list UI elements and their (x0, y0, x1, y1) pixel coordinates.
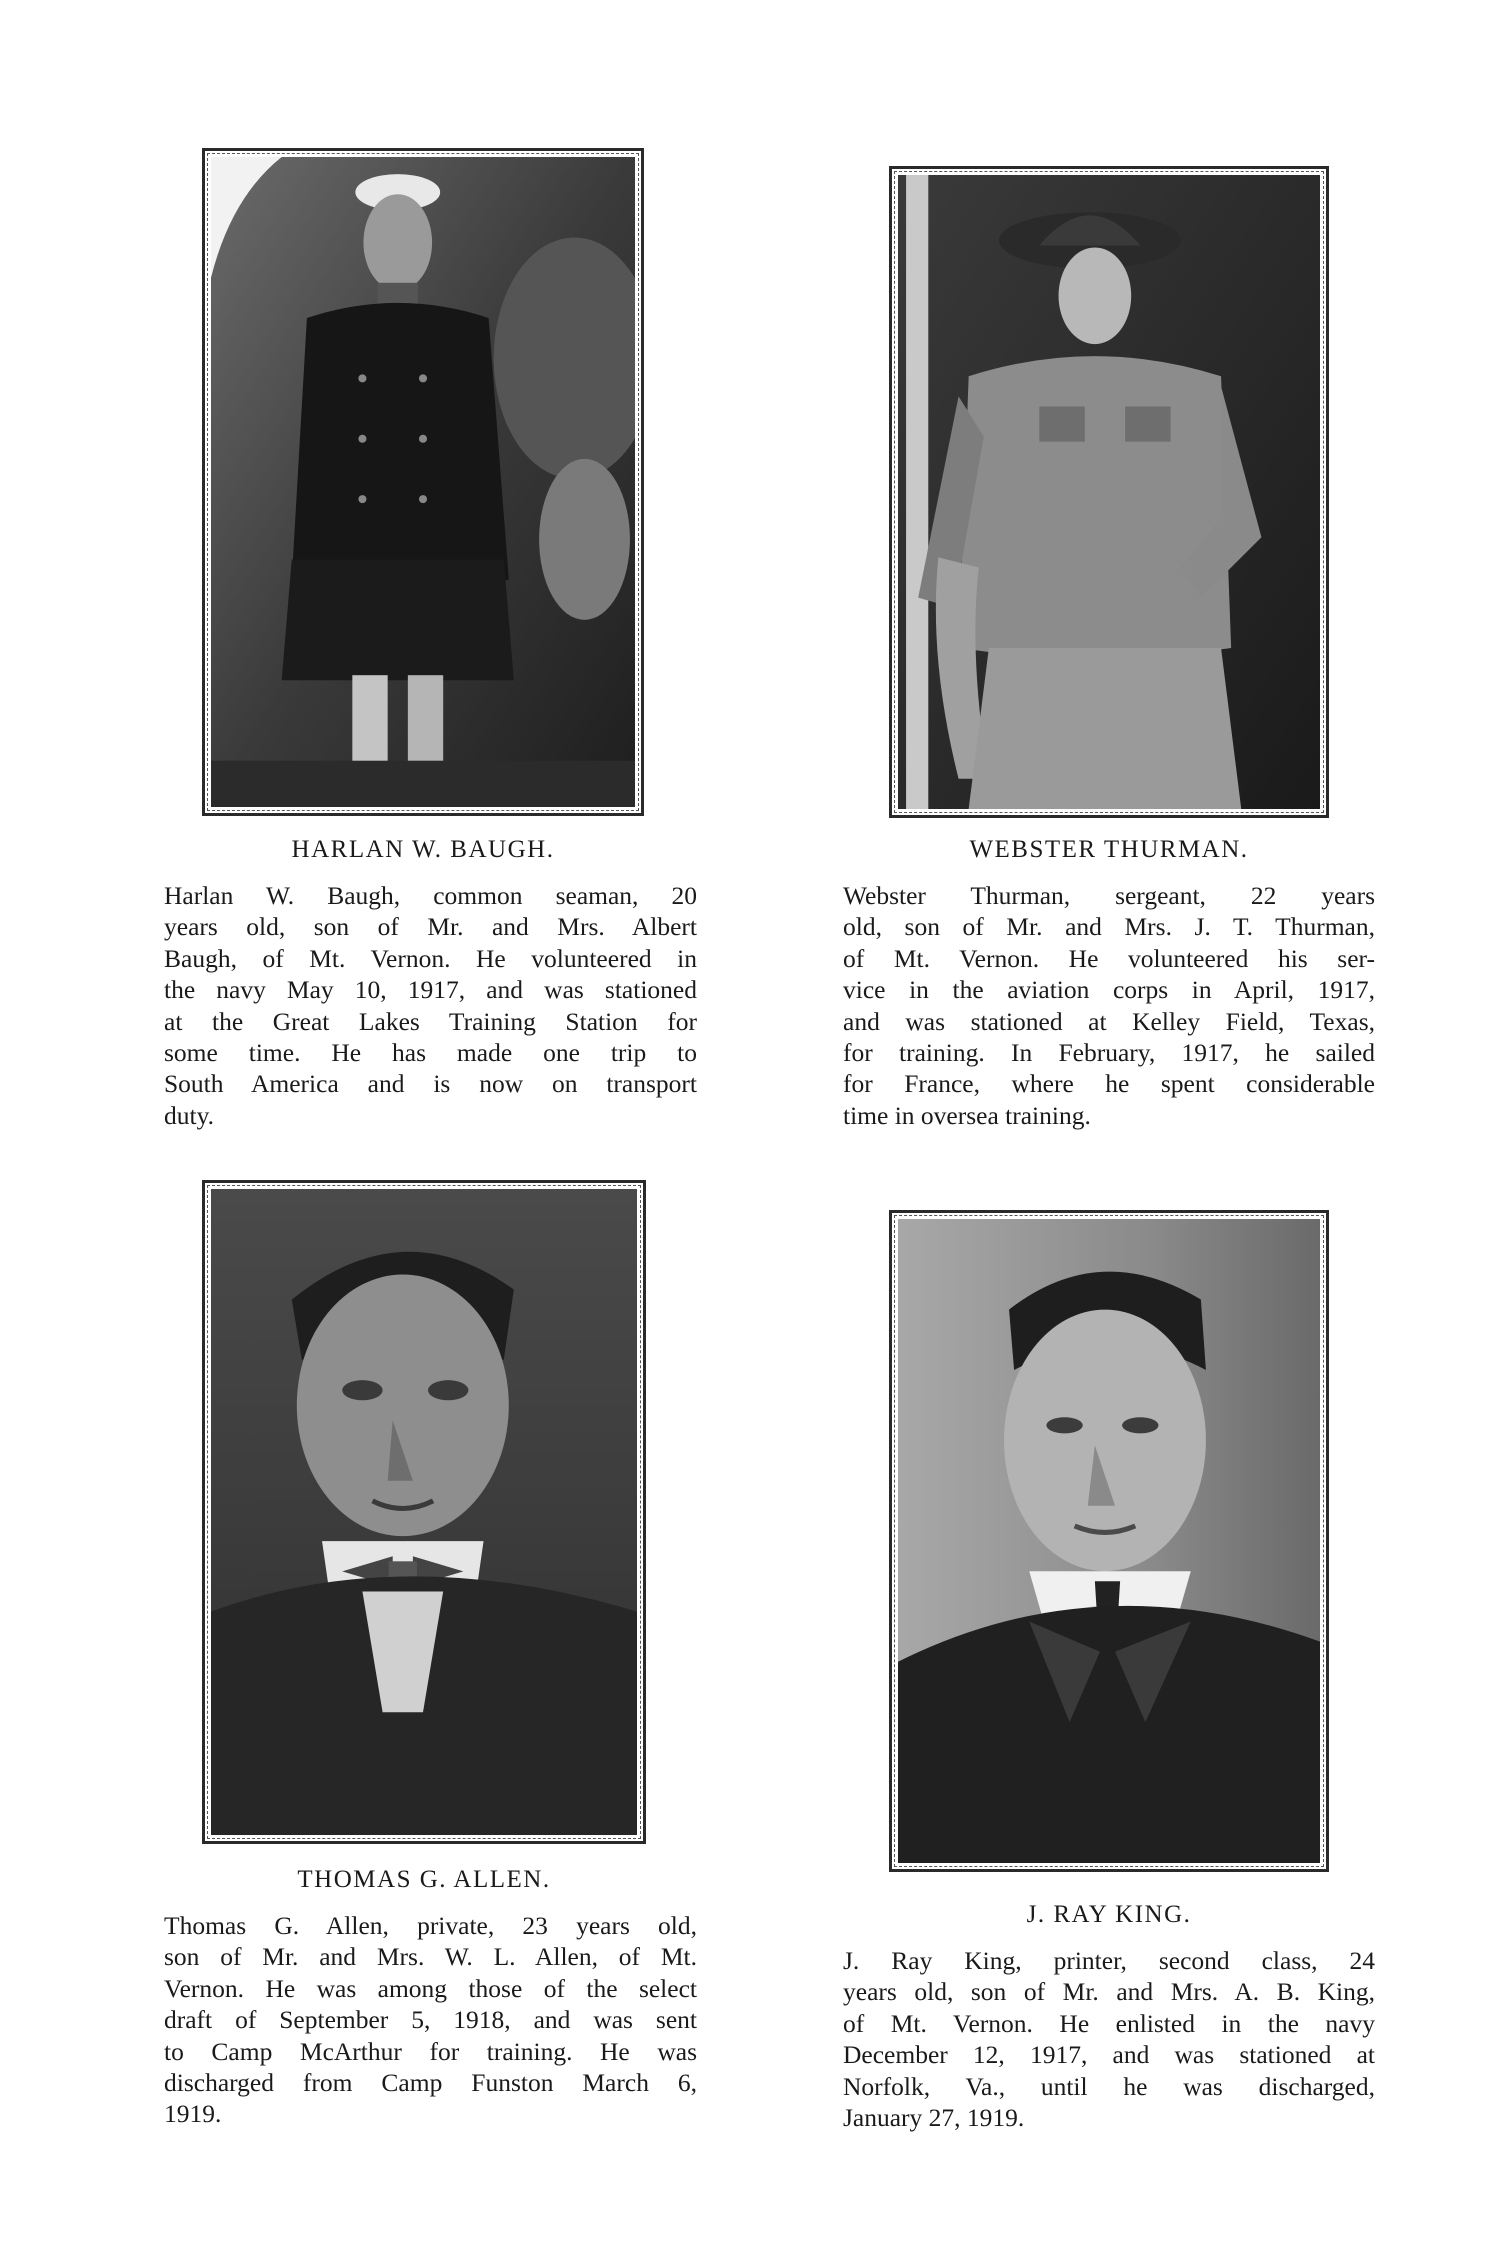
bio-line: J. Ray King, printer, second class, 24 (843, 1946, 1375, 1975)
bio-line: December 12, 1917, and was stationed at (843, 2040, 1375, 2070)
portrait-thomas-allen (202, 1180, 646, 1844)
bio-line: discharged from Camp Funston March 6, (164, 2068, 697, 2098)
bio-harlan-baugh (164, 880, 697, 1131)
bio-line: Norfolk, Va., until he was discharged, (843, 2071, 1375, 2101)
bio-line: years old, son of Mr. and Mrs. A. B. King, (843, 1977, 1375, 2007)
portrait-thomas-allen-image (211, 1189, 637, 1835)
bio-line: old, son of Mr. and Mrs. J. T. Thurman, (843, 912, 1375, 942)
bio-line: draft of September 5, 1918, and was sent (164, 2005, 697, 2035)
bio-line: of Mt. Vernon. He enlisted in the navy (843, 2008, 1375, 2038)
bio-line: South America and is now on transport (164, 1069, 697, 1099)
bio-line: Thomas G. Allen, private, 23 years old, (164, 1911, 697, 1940)
name-thomas-allen: THOMAS G. ALLEN. (297, 1866, 551, 1893)
bio-line: years old, son of Mr. and Mrs. Albert (164, 912, 697, 942)
bio-line: Harlan W. Baugh, common seaman, 20 (164, 881, 697, 910)
portrait-ray-king (889, 1210, 1329, 1872)
bio-ray-king (843, 1945, 1375, 2133)
portrait-webster-thurman (889, 166, 1329, 818)
name-harlan-baugh: HARLAN W. BAUGH. (291, 836, 555, 863)
portrait-ray-king-image (898, 1219, 1320, 1863)
bio-line: January 27, 1919. (843, 2103, 1025, 2133)
bio-line: for France, where he spent considerable (843, 1069, 1375, 1099)
bio-line: and was stationed at Kelley Field, Texas, (843, 1006, 1375, 1036)
bio-line: vice in the aviation corps in April, 1917, (843, 975, 1375, 1005)
bio-line: time in oversea training. (843, 1100, 1091, 1130)
name-webster-thurman: WEBSTER THURMAN. (969, 836, 1249, 863)
bio-line: Baugh, of Mt. Vernon. He volunteered in (164, 943, 697, 973)
bio-line: son of Mr. and Mrs. W. L. Allen, of Mt. (164, 1942, 697, 1972)
bio-webster-thurman (843, 880, 1375, 1131)
bio-line: for training. In February, 1917, he sailed (843, 1038, 1375, 1068)
bio-line: to Camp McArthur for training. He was (164, 2036, 697, 2066)
bio-thomas-allen (164, 1910, 697, 2130)
name-ray-king: J. RAY KING. (1026, 1901, 1192, 1928)
portrait-webster-thurman-image (898, 175, 1320, 809)
bio-line: duty. (164, 1100, 215, 1130)
bio-line: Webster Thurman, sergeant, 22 years (843, 881, 1375, 910)
bio-line: the navy May 10, 1917, and was stationed (164, 975, 697, 1005)
portrait-harlan-baugh-image (211, 157, 635, 807)
bio-line: Vernon. He was among those of the select (164, 1973, 697, 2003)
bio-line: at the Great Lakes Training Station for (164, 1006, 697, 1036)
bio-line: of Mt. Vernon. He volunteered his ser- (843, 943, 1375, 973)
bio-line: some time. He has made one trip to (164, 1038, 697, 1068)
bio-line: 1919. (164, 2099, 222, 2129)
portrait-harlan-baugh (202, 148, 644, 816)
